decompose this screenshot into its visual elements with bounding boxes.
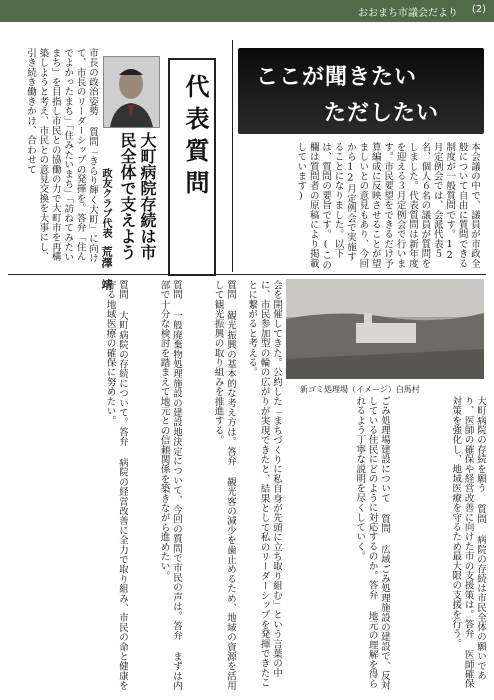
headline-line-2: 民全体で支えよう	[118, 132, 137, 260]
title-box	[168, 58, 216, 276]
intro-text: 本会議の中で、議員が市政全般について自由に質問できる制度が一般質問です。12月定例会では、会派代表５名、個人６名の議員が質問をしました。代表質問は新年度を迎える３月定例会で行います。市民要望をできるだけ予算編成に反映させることが望ましいとの意見もあり、今回から12月定例会で実施することになりました。以下は、質問の要旨です。(この欄は質問者の原稿により掲載しています)	[295, 142, 480, 270]
page-header	[0, 0, 494, 22]
horizontal-divider	[8, 274, 486, 275]
speaker-name: 荒澤 靖	[100, 246, 113, 290]
banner	[238, 48, 484, 134]
speaker-photo	[103, 56, 160, 128]
body-column-3: 質問 観光振興の基本的な考え方は。答弁 観光客の減少を歯止めるため、地域の資源を活用して観光振興の取り組みを推進する。	[212, 280, 236, 691]
photo-caption: 新ゴミ処理場（イメージ）白馬村	[300, 385, 420, 394]
body-column-6: ごみ処理場建設について 質問 広域ごみ処理施設の建設で、反対している住民にどのように対応するのか。答弁 地元の理解を得られるよう丁寧な説明を尽くしていく。	[354, 396, 390, 690]
banner-line-2: ただしたい	[324, 101, 440, 126]
body-column-5: 質問 大町病院の存続について。答弁 病院の経営改善に全力で取り組み、市民の命と健康を守る地域医療の確保に努めたい。	[104, 280, 128, 691]
photo-waste-plant	[286, 279, 484, 379]
title-text: 代表質問	[181, 74, 210, 202]
page-number: (2)	[471, 4, 486, 15]
headline-line-1: 大町病院存続は市	[138, 132, 157, 260]
speaker-group: 政友クラブ代表	[100, 168, 111, 238]
banner-line-1: ここが聞きたい	[256, 65, 418, 90]
body-column-1: 市長の政治姿勢 質問「きらり輝く大町」に向けて、市長のリーダーシップの発揮を。答弁「住んでよかったまち」「住みたいまち」「訪ねてみたいまち」を目指し市民との協働の力で大町市を再構築しようと考え、市民との意見交換を大事にし、引き続き働きかけ、合わせて	[24, 48, 98, 263]
body-column-7: 大町病院の存続を願う 質問 病院の存続は市民全体の願いであり、医師の確保や経営改善に向けた市の支援策は。答弁 医師確保対策を強化し、地域医療を守るため最大限の支援を行う。	[450, 396, 486, 689]
body-column-2: 会を開催してきた。公約した「まちづくりに私自身が先頭に立ち取り組む」という言葉の中に、市民参加型の輪の広がりが実現できたと、結果として私のリーダーシップを発揮できたことに繋がると考える。	[246, 280, 282, 688]
section-divider	[232, 40, 233, 272]
body-column-4: 質問 一般廃棄物処理施設の建設地決定について、今回の質問で市民の声は。答弁 まずは内部で十分な検討を踏まえて地元との信頼関係を築きながら進めたい。	[158, 280, 182, 691]
newsletter-title: おおまち市議会だより	[358, 8, 458, 19]
